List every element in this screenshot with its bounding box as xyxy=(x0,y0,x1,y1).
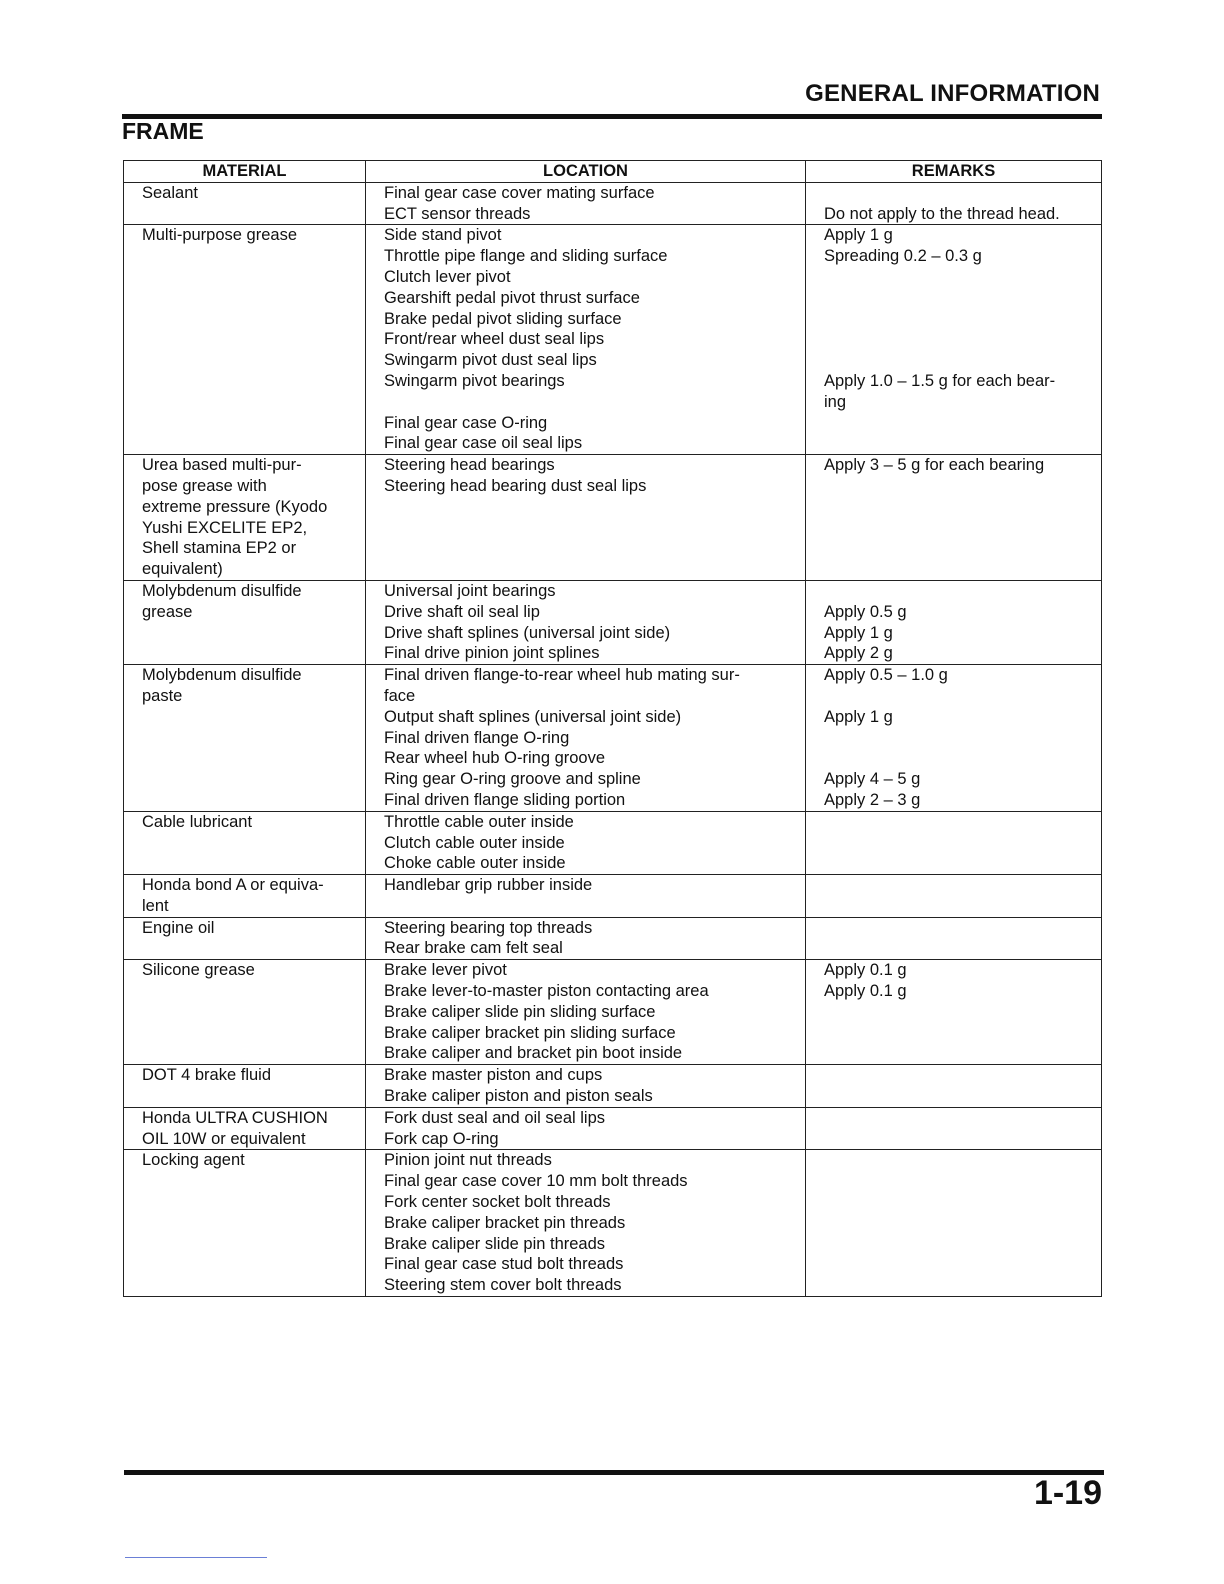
table-row xyxy=(124,1150,1102,1297)
material-line: extreme pressure (Kyodo xyxy=(142,497,328,516)
table-row xyxy=(124,580,1102,664)
location-line: Pinion joint nut threads xyxy=(384,1151,552,1170)
remarks-line xyxy=(824,748,1097,769)
location-line: Throttle cable outer inside xyxy=(384,812,574,831)
table-row xyxy=(124,960,1102,1065)
location-cell xyxy=(366,580,806,664)
location-line: Fork cap O-ring xyxy=(384,1129,499,1148)
remarks-line: Spreading 0.2 – 0.3 g xyxy=(824,247,982,266)
material-line: pose grease with xyxy=(142,476,267,495)
header-title: GENERAL INFORMATION xyxy=(805,80,1100,107)
location-cell xyxy=(366,665,806,812)
location-line: Steering head bearing dust seal lips xyxy=(384,476,647,495)
material-cell xyxy=(124,580,366,664)
table-row xyxy=(124,455,1102,581)
location-line: Brake lever-to-master piston contacting area xyxy=(384,982,709,1001)
remarks-cell xyxy=(806,960,1102,1065)
location-line: Swingarm pivot bearings xyxy=(384,371,565,390)
remarks-line xyxy=(824,1108,1097,1129)
remarks-line: Apply 1 g xyxy=(824,623,893,642)
material-cell xyxy=(124,1065,366,1108)
location-line: Brake caliper slide pin threads xyxy=(384,1234,606,1253)
frame-materials-table xyxy=(123,160,1102,1297)
location-cell xyxy=(366,811,806,874)
remarks-cell xyxy=(806,811,1102,874)
material-line: Sealant xyxy=(142,183,198,202)
remarks-line xyxy=(824,267,1097,288)
remarks-line: Apply 0.1 g xyxy=(824,961,907,980)
location-line: Clutch cable outer inside xyxy=(384,833,565,852)
material-cell xyxy=(124,811,366,874)
material-line: Cable lubricant xyxy=(142,812,253,831)
location-line: Final driven flange O-ring xyxy=(384,728,570,747)
location-cell xyxy=(366,455,806,581)
location-line: Brake pedal pivot sliding surface xyxy=(384,309,622,328)
material-line: Urea based multi-pur- xyxy=(142,456,302,475)
location-line: Rear brake cam felt seal xyxy=(384,939,563,958)
material-line: Honda ULTRA CUSHION xyxy=(142,1108,328,1127)
location-line: Final drive pinion joint splines xyxy=(384,644,600,663)
material-line: Molybdenum disulfide xyxy=(142,666,302,685)
remarks-line: Apply 1 g xyxy=(824,707,893,726)
location-line: Steering stem cover bolt threads xyxy=(384,1276,622,1295)
material-line: Silicone grease xyxy=(142,961,255,980)
location-line: Drive shaft splines (universal joint side) xyxy=(384,623,671,642)
remarks-line xyxy=(824,288,1097,309)
material-line: grease xyxy=(142,602,193,621)
remarks-line: Apply 1 g xyxy=(824,226,893,245)
location-line: Throttle pipe flange and sliding surface xyxy=(384,247,668,266)
remarks-cell xyxy=(806,1107,1102,1150)
location-line: Brake caliper bracket pin sliding surface xyxy=(384,1023,676,1042)
location-line: Choke cable outer inside xyxy=(384,854,566,873)
location-line xyxy=(384,392,801,413)
footer-rule xyxy=(124,1470,1104,1475)
column-header-material: MATERIAL xyxy=(124,161,366,183)
location-line: Output shaft splines (universal joint side) xyxy=(384,707,682,726)
location-line: Brake lever pivot xyxy=(384,961,507,980)
location-line: Handlebar grip rubber inside xyxy=(384,876,593,895)
remarks-cell xyxy=(806,917,1102,960)
table-row xyxy=(124,182,1102,225)
remarks-line: Apply 2 g xyxy=(824,644,893,663)
location-cell xyxy=(366,960,806,1065)
remarks-line xyxy=(824,875,1097,896)
remarks-line xyxy=(824,581,1097,602)
column-header-location: LOCATION xyxy=(366,161,806,183)
location-cell xyxy=(366,1107,806,1150)
remarks-line xyxy=(824,309,1097,330)
table-row xyxy=(124,1065,1102,1108)
remarks-cell xyxy=(806,1065,1102,1108)
material-cell xyxy=(124,875,366,918)
material-cell xyxy=(124,225,366,455)
location-cell xyxy=(366,875,806,918)
location-line: ECT sensor threads xyxy=(384,204,531,223)
remarks-line: Apply 3 – 5 g for each bearing xyxy=(824,456,1045,475)
remarks-line: Apply 2 – 3 g xyxy=(824,790,921,809)
remarks-line: Apply 1.0 – 1.5 g for each bear- xyxy=(824,371,1056,390)
location-line: Drive shaft oil seal lip xyxy=(384,602,540,621)
remarks-line xyxy=(824,918,1097,939)
location-line: Brake master piston and cups xyxy=(384,1066,603,1085)
remarks-line: Do not apply to the thread head. xyxy=(824,204,1060,223)
location-line: Final gear case oil seal lips xyxy=(384,434,583,453)
material-cell xyxy=(124,455,366,581)
remarks-line: Apply 0.5 – 1.0 g xyxy=(824,666,948,685)
remarks-line: Apply 4 – 5 g xyxy=(824,770,921,789)
table-row xyxy=(124,225,1102,455)
table-row xyxy=(124,917,1102,960)
material-line: lent xyxy=(142,896,169,915)
location-line: Brake caliper slide pin sliding surface xyxy=(384,1002,656,1021)
material-line: Multi-purpose grease xyxy=(142,226,297,245)
location-line: Ring gear O-ring groove and spline xyxy=(384,770,641,789)
table-header-row xyxy=(124,161,1102,183)
material-line: paste xyxy=(142,686,183,705)
location-line: Universal joint bearings xyxy=(384,581,556,600)
remarks-line xyxy=(824,1065,1097,1086)
remarks-line xyxy=(824,686,1097,707)
location-cell xyxy=(366,1065,806,1108)
location-line: Final gear case stud bolt threads xyxy=(384,1255,624,1274)
location-line: Brake caliper piston and piston seals xyxy=(384,1087,653,1106)
location-cell xyxy=(366,1150,806,1297)
material-line: Yushi EXCELITE EP2, xyxy=(142,518,308,537)
location-line: Final driven flange-to-rear wheel hub mating sur- xyxy=(384,666,740,685)
material-line: Shell stamina EP2 or xyxy=(142,539,297,558)
material-cell xyxy=(124,1107,366,1150)
material-cell xyxy=(124,665,366,812)
remarks-line: ing xyxy=(824,392,847,411)
page-number: 1-19 xyxy=(1033,1474,1102,1512)
remarks-cell xyxy=(806,580,1102,664)
remarks-cell xyxy=(806,225,1102,455)
material-line: OIL 10W or equivalent xyxy=(142,1129,306,1148)
location-line: Swingarm pivot dust seal lips xyxy=(384,351,597,370)
location-cell xyxy=(366,182,806,225)
material-cell xyxy=(124,1150,366,1297)
location-line: Final driven flange sliding portion xyxy=(384,790,626,809)
table-body xyxy=(124,182,1102,1296)
page-header xyxy=(122,80,1102,119)
remarks-line xyxy=(824,812,1097,833)
location-line: Final gear case cover 10 mm bolt threads xyxy=(384,1172,688,1191)
material-line: equivalent) xyxy=(142,560,223,579)
table-row xyxy=(124,875,1102,918)
location-cell xyxy=(366,917,806,960)
remarks-line: Apply 0.1 g xyxy=(824,982,907,1001)
section-title: FRAME xyxy=(122,118,204,144)
remarks-cell xyxy=(806,182,1102,225)
scan-underline xyxy=(125,1557,267,1558)
material-line: DOT 4 brake fluid xyxy=(142,1066,272,1085)
table-row xyxy=(124,665,1102,812)
remarks-cell xyxy=(806,1150,1102,1297)
location-line: Front/rear wheel dust seal lips xyxy=(384,330,605,349)
remarks-cell xyxy=(806,875,1102,918)
location-line: Brake caliper and bracket pin boot inside xyxy=(384,1044,683,1063)
material-cell xyxy=(124,917,366,960)
remarks-cell xyxy=(806,665,1102,812)
material-line: Locking agent xyxy=(142,1151,245,1170)
remarks-line xyxy=(824,1150,1097,1171)
table-row xyxy=(124,1107,1102,1150)
location-line: Side stand pivot xyxy=(384,226,502,245)
remarks-line: Apply 0.5 g xyxy=(824,602,907,621)
location-line: Clutch lever pivot xyxy=(384,267,511,286)
column-header-remarks: REMARKS xyxy=(806,161,1102,183)
material-cell xyxy=(124,182,366,225)
location-line: Final gear case cover mating surface xyxy=(384,183,655,202)
location-line: Rear wheel hub O-ring groove xyxy=(384,749,606,768)
location-line: face xyxy=(384,686,416,705)
remarks-line xyxy=(824,350,1097,371)
location-line: Steering head bearings xyxy=(384,456,555,475)
location-line: Gearshift pedal pivot thrust surface xyxy=(384,288,640,307)
location-line: Fork center socket bolt threads xyxy=(384,1193,611,1212)
material-line: Honda bond A or equiva- xyxy=(142,876,324,895)
location-line: Brake caliper bracket pin threads xyxy=(384,1213,626,1232)
table-row xyxy=(124,811,1102,874)
location-line: Fork dust seal and oil seal lips xyxy=(384,1108,606,1127)
location-cell xyxy=(366,225,806,455)
remarks-line xyxy=(824,183,1097,204)
material-cell xyxy=(124,960,366,1065)
material-line: Molybdenum disulfide xyxy=(142,581,302,600)
location-line: Final gear case O-ring xyxy=(384,413,548,432)
remarks-cell xyxy=(806,455,1102,581)
material-line: Engine oil xyxy=(142,918,215,937)
location-line: Steering bearing top threads xyxy=(384,918,593,937)
remarks-line xyxy=(824,329,1097,350)
remarks-line xyxy=(824,728,1097,749)
